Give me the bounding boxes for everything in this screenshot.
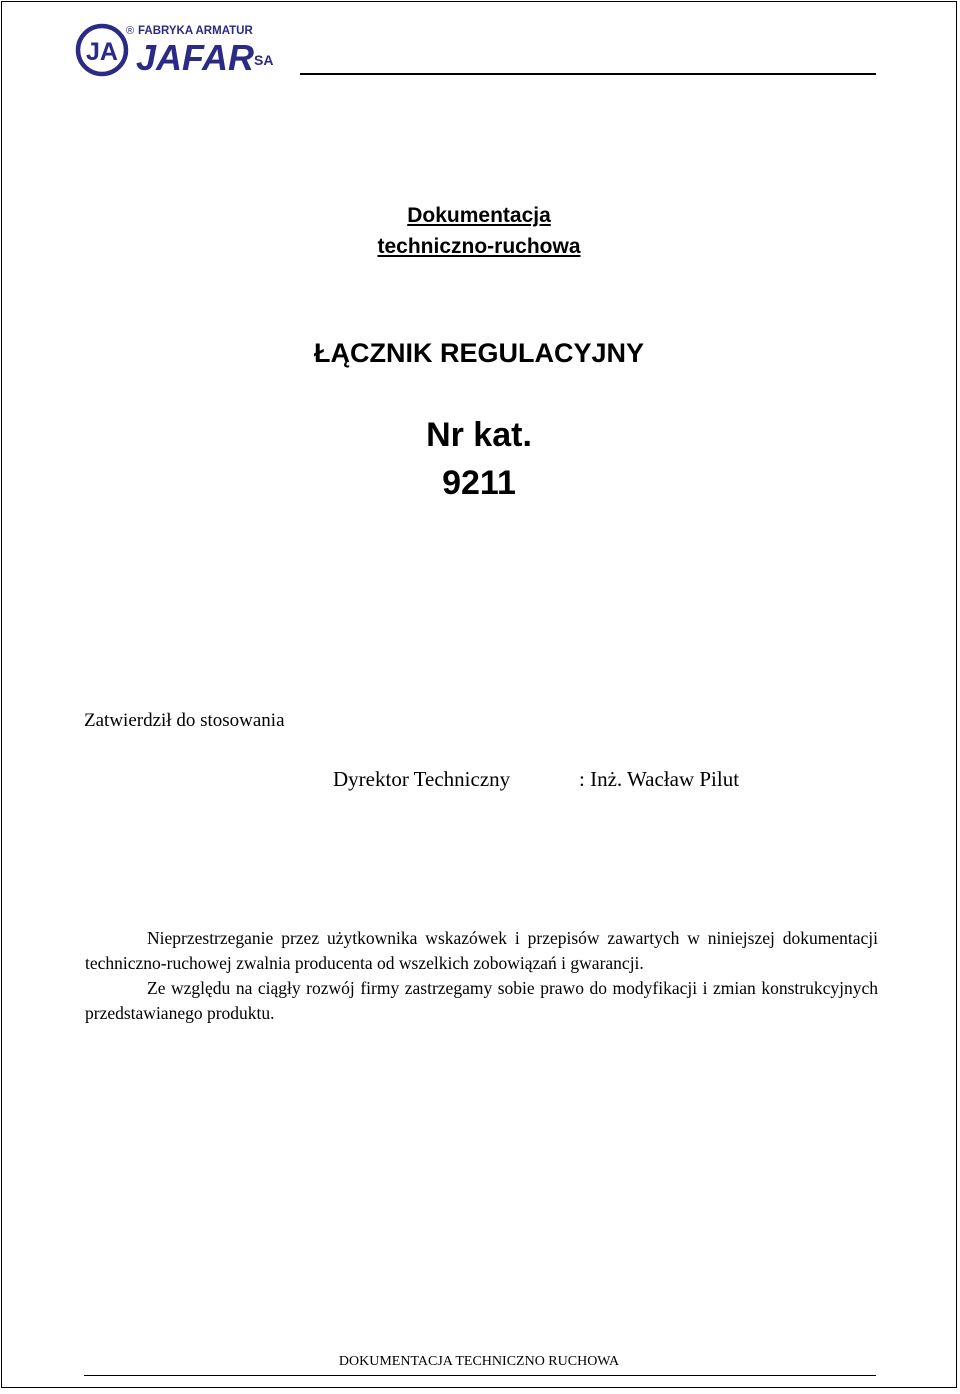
product-title: ŁĄCZNIK REGULACYJNY [313, 338, 644, 368]
director-role: Dyrektor Techniczny [333, 767, 511, 791]
logo-suffix: SA [254, 52, 274, 68]
catalog-label: Nr kat. [426, 416, 532, 454]
document-title-line2: techniczno-ruchowa [377, 235, 581, 258]
document-title-line1: Dokumentacja [407, 204, 551, 227]
logo-brand: JAFAR [136, 37, 255, 78]
notice-paragraph: Ze względu na ciągły rozwój firmy zastrzegamy sobie prawo do modyfikacji i zmian konstrukcyjnych przedstawianego produktu. [85, 978, 878, 1023]
company-logo [74, 20, 284, 80]
director-name: : Inż. Wacław Pilut [579, 767, 740, 791]
footer-text: DOKUMENTACJA TECHNICZNO RUCHOWA [338, 1354, 620, 1369]
liability-notice [85, 926, 878, 1026]
approval-text: Zatwierdził do stosowania [84, 710, 285, 731]
header-rule [300, 73, 876, 75]
document-page [1, 1, 957, 1388]
catalog-number: 9211 [442, 464, 516, 502]
logo-monogram: JA [86, 38, 118, 66]
footer-rule [84, 1375, 876, 1376]
logo-registered-mark: ® [126, 25, 135, 37]
notice-paragraph: Nieprzestrzeganie przez użytkownika wskazówek i przepisów zawartych w niniejszej dokumentacji techniczno-ruchowej zwalnia producenta od wszelkich zobowiązań i gwarancji. [85, 928, 878, 973]
logo-company-line: FABRYKA ARMATUR [138, 25, 253, 37]
